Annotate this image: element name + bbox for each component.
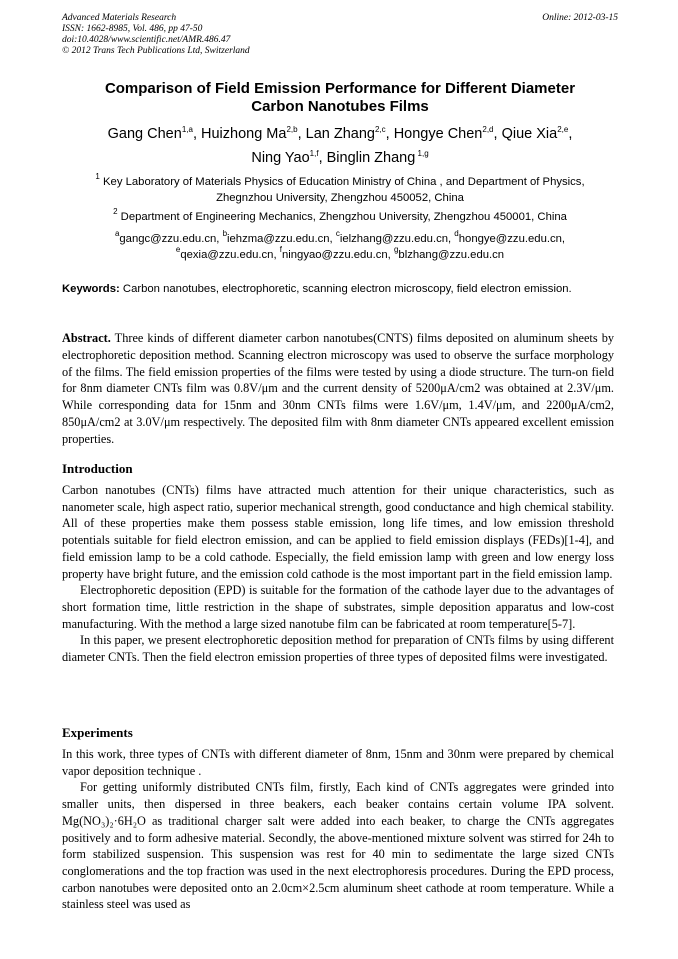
affiliation-sup: 1 xyxy=(95,172,100,181)
email-sup: f xyxy=(279,245,282,254)
paragraph: In this work, three types of CNTs with different diameter of 8nm, 15nm and 30nm were prepared by chemical vapor deposition technique . xyxy=(62,747,614,778)
title-line: Carbon Nanotubes Films xyxy=(251,98,429,115)
author-name: Ning Yao xyxy=(251,150,310,166)
author-sup: 2,b xyxy=(286,125,298,134)
email-sup: e xyxy=(175,245,181,254)
abstract-label: Abstract. xyxy=(62,331,111,345)
email-address: ielzhang@zzu.edu.cn xyxy=(339,233,449,245)
experiments-body xyxy=(62,746,614,913)
email-sep: , xyxy=(273,249,280,261)
online-date: Online: 2012-03-15 xyxy=(542,13,618,23)
author-sep: , xyxy=(318,150,327,166)
author-sep: , xyxy=(493,126,502,142)
author-sep: , xyxy=(385,126,394,142)
author-name: Qiue Xia xyxy=(501,126,558,142)
paper-title xyxy=(62,80,618,116)
author-sup: 2,c xyxy=(374,125,386,134)
keywords xyxy=(62,281,614,297)
affiliation-line: Zhegnzhou University, Zhengzhou 450052, China xyxy=(216,192,464,204)
author-name: Lan Zhang xyxy=(305,126,375,142)
paragraph: Carbon nanotubes (CNTs) films have attracted much attention for their unique characteristics, such as nanometer scale, high aspect ratio, superior mechanical strength, good conductance and high chemical stability. All of these properties make them possess stable emission, long life times, and low emission threshold potentials suitable for field electron emission, and can be applied to field emission displays (FEDs)[1-4], and field emission lamp to be a cold cathode. Especially, the field emission lamp with green and low energy loss property have bright future, and the emission cold cathode is the most important part in the field emission lamp. xyxy=(62,483,614,581)
paragraph: Electrophoretic deposition (EPD) is suitable for the formation of the cathode layer due to the advantages of short formation time, little restriction in the shape of substrates, simple deposition apparatus and low-cost manufacturing. With the method a large sized nanotube film can be fabricated at room temperature[5-7]. xyxy=(62,583,614,631)
email-sup: c xyxy=(335,229,340,238)
affiliation-1 xyxy=(62,174,618,206)
author-sep: , xyxy=(297,126,306,142)
affiliation-sup: 2 xyxy=(113,207,118,216)
author-line xyxy=(62,146,618,170)
section-heading-introduction: Introduction xyxy=(62,461,133,476)
email-line xyxy=(62,231,618,247)
email-sup: a xyxy=(114,229,120,238)
introduction-body xyxy=(62,482,614,666)
author-name: Gang Chen xyxy=(107,126,182,142)
email-address: gangc@zzu.edu.cn xyxy=(119,233,217,245)
email-address: hongye@zzu.edu.cn xyxy=(458,233,562,245)
email-address: iehzma@zzu.edu.cn xyxy=(227,233,330,245)
email-sup: b xyxy=(222,229,228,238)
journal-issn: ISSN: 1662-8985, Vol. 486, pp 47-50 xyxy=(62,24,203,34)
author-name: Binglin Zhang xyxy=(326,150,416,166)
email-address: qexia@zzu.edu.cn xyxy=(180,249,274,261)
section-heading-experiments: Experiments xyxy=(62,725,133,740)
email-sep: , xyxy=(216,233,223,245)
journal-name: Advanced Materials Research xyxy=(62,13,177,23)
author-sup: 1,a xyxy=(181,125,193,134)
abstract-text: Three kinds of different diameter carbon nanotubes(CNTS) films deposited on aluminum sheets by electrophoretic deposition method. Scanning electron microscopy was used to observe the surface morphology of the films. The field emission properties of the films were tested by using a diode structure. The turn-on field for 8nm diameter CNTs film was 0.8V/μm and the current density of 5200μA/cm2 was obtained at 2.3V/μm. While corresponding data for 15nm and 30nm CNTs films were 1.6V/μm, 1.4V/μm, and 2200μA/cm2, 850μA/cm2 at 3.0V/μm respectively. The deposited film with 8nm diameter CNTs appeared excellent emission properties. xyxy=(62,331,614,446)
journal-copyright: © 2012 Trans Tech Publications Ltd, Switzerland xyxy=(62,46,250,56)
affiliation-text: Key Laboratory of Materials Physics of Education Ministry of China , and Department of Physics, xyxy=(99,176,585,188)
author-sup: 2,e xyxy=(557,125,569,134)
email-sup: g xyxy=(393,245,399,254)
keywords-label: Keywords: xyxy=(62,283,120,295)
email-sup: d xyxy=(454,229,459,238)
email-list xyxy=(62,231,618,263)
author-list xyxy=(62,122,618,170)
author-sup: 1,f xyxy=(309,149,319,158)
author-name: Huizhong Ma xyxy=(201,126,287,142)
email-sep: , xyxy=(561,233,566,245)
email-line xyxy=(62,247,618,263)
paragraph: For getting uniformly distributed CNTs film, firstly, Each kind of CNTs aggregates were grinded into smaller units, then dispersed in three beakers, each beaker contains certain volume IPA solvent. Mg(NO₃)₂·6H₂O as traditional charger salt were added into each beaker, to charge the CNTs aggregates positively and to form adhesive material. Secondly, the above-mentioned mixture solvent was stirred for 24h to form stabilized suspension. This suspension was rest for 40 min to sedimentate the large sized CNTs conglomerations and the top fraction was used in the next electrophoresis procedures. During the EPD process, carbon nanotubes were deposited onto an 2.0cm×2.5cm aluminum sheet cathode at room temperature. While a stainless steel was used as xyxy=(62,780,614,912)
author-sep: , xyxy=(192,126,201,142)
abstract xyxy=(62,330,614,448)
email-sep: , xyxy=(329,233,336,245)
email-address: blzhang@zzu.edu.cn xyxy=(398,249,505,261)
title-line: Comparison of Field Emission Performance for Different Diameter xyxy=(104,80,576,97)
author-sep: , xyxy=(568,126,573,142)
keywords-text: Carbon nanotubes, electrophoretic, scanning electron microscopy, field electron emission. xyxy=(119,283,572,295)
affiliation-line xyxy=(62,174,618,190)
journal-doi: doi:10.4028/www.scientific.net/AMR.486.47 xyxy=(62,35,231,45)
email-sep: , xyxy=(387,249,394,261)
email-address: ningyao@zzu.edu.cn xyxy=(281,249,388,261)
affiliation-2 xyxy=(62,209,618,225)
author-sup: 2,d xyxy=(482,125,494,134)
email-sep: , xyxy=(448,233,455,245)
paragraph: In this paper, we present electrophoretic deposition method for preparation of CNTs films by using different diameter CNTs. Then the field electron emission properties of three types of deposited films were investigated. xyxy=(62,633,614,665)
author-name: Hongye Chen xyxy=(393,126,483,142)
affiliation-text: Department of Engineering Mechanics, Zhengzhou University, Zhengzhou 450001, China xyxy=(117,211,567,223)
author-line xyxy=(62,122,618,146)
author-sup: 1,g xyxy=(415,149,429,158)
affiliation-line xyxy=(62,209,618,225)
journal-header xyxy=(62,13,618,57)
